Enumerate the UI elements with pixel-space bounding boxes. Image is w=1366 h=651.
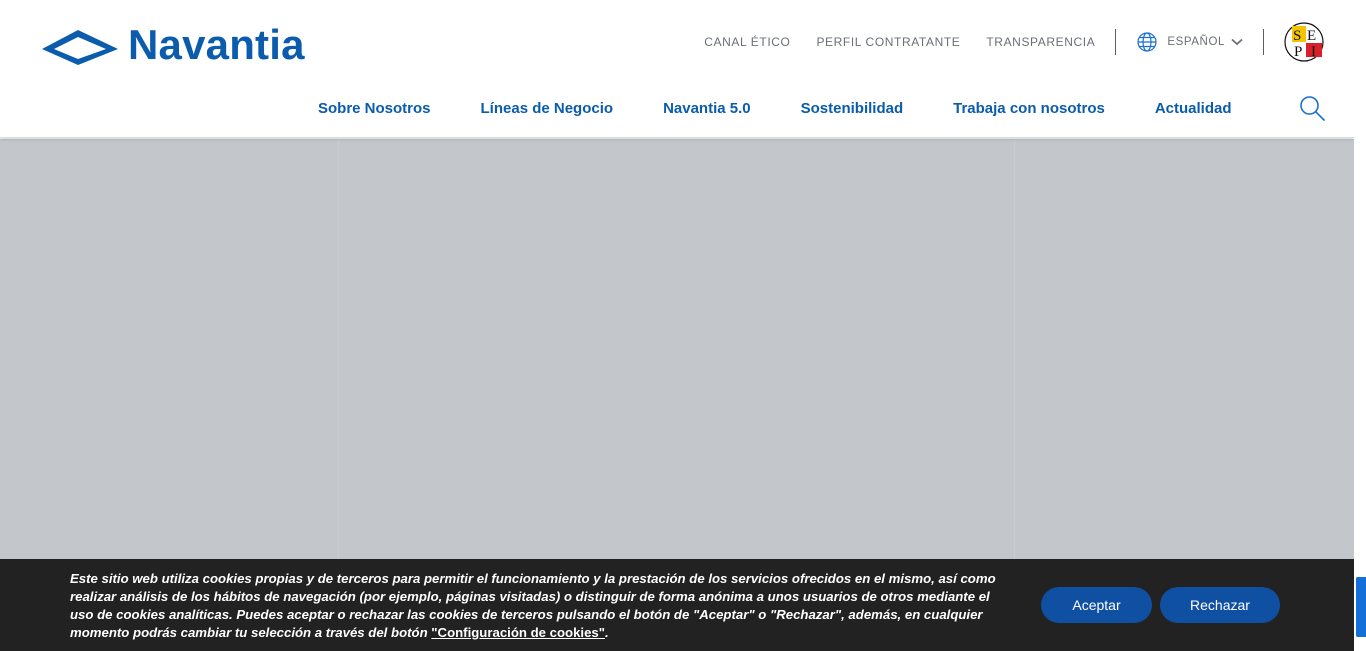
globe-icon [1136,31,1158,53]
svg-text:S: S [1293,28,1302,44]
side-feedback-tab[interactable] [1356,577,1366,637]
nav-sostenibilidad[interactable]: Sostenibilidad [800,99,904,117]
cookie-banner [0,559,1354,651]
nav-actualidad[interactable]: Actualidad [1154,99,1232,117]
svg-text:P: P [1294,44,1303,60]
language-selector[interactable] [1136,31,1243,53]
page-scrollbar[interactable] [1354,0,1366,651]
chevron-down-icon [1231,38,1243,46]
nav-sobre-nosotros[interactable]: Sobre Nosotros [318,99,431,117]
cookie-message-text: Este sitio web utiliza cookies propias y de terceros para permitir el funcionamiento y la prestación de los servicios ofrecidos en el mismo, así como realizar análisis de los hábitos de navegación (por ejemplo, páginas visitadas) o distinguir de forma anónima a unos usuarios de otros mediante el uso de cookies analíticas. Puedes aceptar o rechazar las cookies de terceros pulsando el botón de "Aceptar" o "Rechazar", además, en cualquier momento podrás cambiar tu selección a través del botón [70,571,996,640]
svg-text:I: I [1311,44,1316,60]
sepi-logo-icon[interactable] [1284,22,1324,62]
cookie-message [70,570,1010,642]
top-utility-bar [704,24,1324,60]
divider [1115,29,1116,55]
reject-cookies-button[interactable]: Rechazar [1160,587,1280,623]
brand-name: Navantia [128,21,305,68]
cookie-message-end: . [605,625,609,640]
nav-navantia-5[interactable]: Navantia 5.0 [663,99,751,117]
perfil-contratante-link[interactable]: PERFIL CONTRATANTE [816,35,961,49]
navantia-logo[interactable] [40,21,305,68]
site-header [0,0,1354,138]
nav-trabaja-con-nosotros[interactable]: Trabaja con nosotros [953,99,1105,117]
cookie-settings-link[interactable]: "Configuración de cookies" [431,625,606,640]
accept-cookies-button[interactable]: Aceptar [1041,587,1152,623]
navantia-wave-icon [40,25,120,65]
search-icon[interactable] [1299,95,1326,122]
svg-text:E: E [1307,28,1317,44]
language-label: ESPAÑOL [1167,36,1225,48]
canal-etico-link[interactable]: CANAL ÉTICO [704,35,791,49]
divider [1263,29,1264,55]
transparencia-link[interactable]: TRANSPARENCIA [986,35,1096,49]
main-navigation [318,96,1232,120]
nav-lineas-de-negocio[interactable]: Líneas de Negocio [480,99,614,117]
